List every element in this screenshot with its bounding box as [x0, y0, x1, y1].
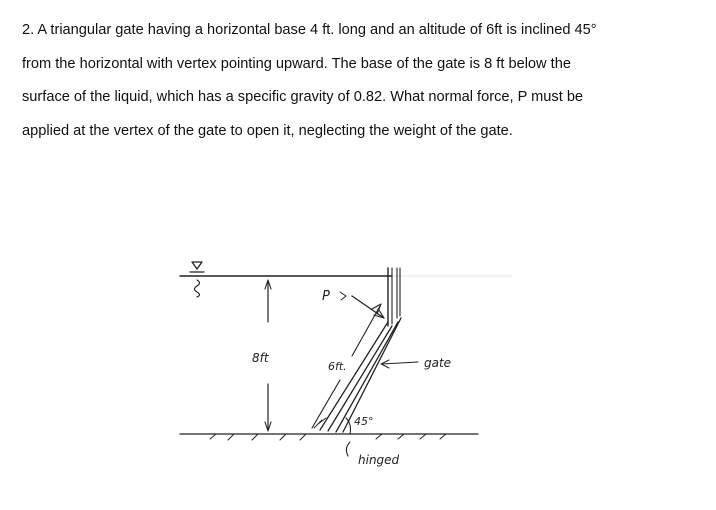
force-label: P [322, 289, 330, 304]
altitude-dimension-line [352, 306, 380, 356]
wave-squiggle-icon [195, 280, 200, 297]
hinge-label: hinged [358, 453, 400, 467]
inclined-gate [320, 318, 401, 432]
free-surface-symbol-icon [192, 262, 202, 269]
arrowhead-icon [265, 280, 271, 289]
problem-line: surface of the liquid, which has a specific gravity of 0.82. What normal force, P must be [22, 89, 584, 105]
ground-hatching [210, 434, 446, 440]
problem-statement [22, 14, 702, 148]
problem-line: from the horizontal with vertex pointing upward. The base of the gate is 8 ft below the [22, 55, 571, 72]
gate-label: gate [424, 356, 452, 370]
hinge-bracket [346, 442, 350, 456]
arrowhead-icon [340, 292, 346, 300]
gate-shading [314, 418, 326, 428]
angle-arc [346, 418, 351, 434]
gate-leader-line [382, 362, 418, 364]
arrowhead-icon [372, 304, 381, 314]
angle-label: 45° [354, 415, 374, 428]
problem-line: 2. A triangular gate having a horizontal base 4 ft. long and an altitude of 6ft is inclined 45° [22, 22, 597, 38]
depth-label: 8ft [252, 351, 269, 365]
altitude-label: 6ft. [328, 360, 347, 373]
arrowhead-icon [265, 422, 271, 431]
arrowhead-icon [381, 360, 389, 368]
force-p-arrow [352, 296, 384, 318]
arrowhead-icon [374, 310, 384, 318]
problem-line: applied at the vertex of the gate to open it, neglecting the weight of the gate. [22, 122, 513, 139]
altitude-dimension-line [312, 380, 340, 428]
